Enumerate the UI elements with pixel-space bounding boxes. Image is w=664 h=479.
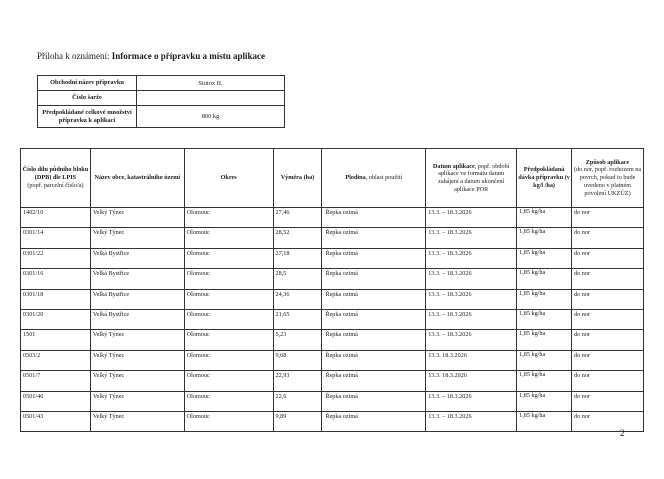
page-heading xyxy=(37,51,265,61)
table-row xyxy=(21,289,644,309)
cell-vymera: 27,18 xyxy=(273,248,322,268)
table-row xyxy=(21,208,644,228)
cell-obec: Velká Bystřice xyxy=(90,289,184,309)
batch-number-value xyxy=(137,91,285,106)
cell-dpb: 0301/20 xyxy=(21,309,91,329)
cell-plodina: Řepka ozimá xyxy=(322,269,426,289)
cell-vymera: 22,93 xyxy=(273,371,322,391)
cell-okres: Olomouc xyxy=(184,411,273,431)
application-sites-table xyxy=(20,148,644,432)
cell-zpusob: do nor xyxy=(572,228,644,248)
cell-zpusob: do nor xyxy=(572,350,644,370)
batch-number-label: Číslo šarže xyxy=(38,91,137,106)
cell-datum: 13.3. – 18.3.2026 xyxy=(426,411,517,431)
heading-prefix: Příloha k oznámení: xyxy=(37,51,112,61)
cell-dpb: 0301/16 xyxy=(21,269,91,289)
table-row xyxy=(21,391,644,411)
product-name-label: Obchodní název přípravku xyxy=(38,76,137,91)
cell-davka: 1,85 kg/ha xyxy=(517,289,572,309)
cell-davka: 1,85 kg/ha xyxy=(517,391,572,411)
cell-obec: Velký Týnec xyxy=(90,330,184,350)
cell-obec: Velký Týnec xyxy=(90,391,184,411)
cell-okres: Olomouc xyxy=(184,330,273,350)
cell-okres: Olomouc xyxy=(184,391,273,411)
cell-vymera: 9,89 xyxy=(273,411,322,431)
table-row xyxy=(21,330,644,350)
cell-plodina: Řepka ozimá xyxy=(322,228,426,248)
cell-obec: Velká Bystřice xyxy=(90,248,184,268)
total-amount-value: 800 kg xyxy=(137,106,285,128)
cell-plodina: Řepka ozimá xyxy=(322,350,426,370)
cell-zpusob: do nor xyxy=(572,248,644,268)
cell-dpb: 0501/7 xyxy=(21,371,91,391)
product-name-value: Stutox II. xyxy=(137,76,285,91)
cell-zpusob: do nor xyxy=(572,289,644,309)
table-row xyxy=(21,371,644,391)
cell-plodina: Řepka ozimá xyxy=(322,309,426,329)
cell-dpb: 0501/46 xyxy=(21,391,91,411)
heading-title: Informace o přípravku a místu aplikace xyxy=(111,51,265,61)
cell-okres: Olomouc xyxy=(184,248,273,268)
cell-davka: 1,85 kg/ha xyxy=(517,228,572,248)
cell-obec: Velký Týnec xyxy=(90,228,184,248)
cell-plodina: Řepka ozimá xyxy=(322,330,426,350)
cell-davka: 1,85 kg/ha xyxy=(517,208,572,228)
cell-obec: Velký Týnec xyxy=(90,371,184,391)
cell-plodina: Řepka ozimá xyxy=(322,391,426,411)
cell-datum: 13.3. – 18.3.2026 xyxy=(426,289,517,309)
header-vymera: Výměra (ha) xyxy=(273,149,322,208)
header-zpusob: Způsob aplikace (do nor, popř. rozhozem na povrch, pokud to bude uvedeno v platném povolení ÚKZÚZ) xyxy=(572,149,644,208)
header-datum: Datum aplikace, popř. období aplikace ve formátu datum zahájení a datum ukončení aplikace POR xyxy=(426,149,517,208)
cell-davka: 1,85 kg/ha xyxy=(517,309,572,329)
table-row xyxy=(21,411,644,431)
cell-datum: 13.3. – 18.3.2026 xyxy=(426,248,517,268)
page-number: 2 xyxy=(620,428,625,438)
total-amount-label: Předpokládané celkové množství přípravku k aplikaci xyxy=(38,106,137,128)
cell-obec: Velký Týnec xyxy=(90,350,184,370)
cell-vymera: 5,23 xyxy=(273,330,322,350)
cell-datum: 13.3. 18.3.2026 xyxy=(426,350,517,370)
cell-obec: Velký Týnec xyxy=(90,208,184,228)
cell-zpusob: do nor xyxy=(572,269,644,289)
cell-datum: 13.3. – 18.3.2026 xyxy=(426,330,517,350)
cell-okres: Olomouc xyxy=(184,269,273,289)
cell-dpb: 0301/22 xyxy=(21,248,91,268)
header-plodina: Plodina, oblast použití xyxy=(322,149,426,208)
cell-zpusob: do nor xyxy=(572,391,644,411)
cell-davka: 1,85 kg/ha xyxy=(517,269,572,289)
product-info-row xyxy=(38,76,285,91)
cell-zpusob: do nor xyxy=(572,330,644,350)
cell-plodina: Řepka ozimá xyxy=(322,411,426,431)
cell-plodina: Řepka ozimá xyxy=(322,371,426,391)
header-okres: Okres xyxy=(184,149,273,208)
cell-zpusob: do nor xyxy=(572,371,644,391)
cell-zpusob: do nor xyxy=(572,411,644,431)
cell-datum: 13.3. – 18.3.2026 xyxy=(426,309,517,329)
cell-plodina: Řepka ozimá xyxy=(322,208,426,228)
cell-vymera: 27,46 xyxy=(273,208,322,228)
cell-vymera: 28,52 xyxy=(273,228,322,248)
header-davka: Předpokládaná dávka přípravku (v kg/l /ha) xyxy=(517,149,572,208)
cell-datum: 13.3. – 18.3.2026 xyxy=(426,228,517,248)
cell-davka: 1,85 kg/ha xyxy=(517,330,572,350)
cell-davka: 1,85 kg/ha xyxy=(517,248,572,268)
cell-davka: 1,85 kg/ha xyxy=(517,371,572,391)
cell-datum: 13.3. – 18.3.2026 xyxy=(426,269,517,289)
cell-dpb: 1402/10 xyxy=(21,208,91,228)
table-row xyxy=(21,309,644,329)
table-row xyxy=(21,269,644,289)
cell-okres: Olomouc xyxy=(184,208,273,228)
cell-datum: 13.3. – 18.3.2026 xyxy=(426,208,517,228)
product-info-row xyxy=(38,91,285,106)
cell-okres: Olomouc xyxy=(184,350,273,370)
cell-vymera: 28,5 xyxy=(273,269,322,289)
cell-vymera: 24,36 xyxy=(273,289,322,309)
table-row xyxy=(21,248,644,268)
header-obec: Název obce, katastrálního území xyxy=(90,149,184,208)
header-dpb: Číslo dílu půdního bloku (DPB) dle LPIS (popř. parcelní číslo/a) xyxy=(21,149,91,208)
cell-datum: 13.3. 18.3.2026 xyxy=(426,371,517,391)
cell-datum: 13.3. – 18.3.2026 xyxy=(426,391,517,411)
cell-okres: Olomouc xyxy=(184,228,273,248)
product-info-row xyxy=(38,106,285,128)
table-header-row xyxy=(21,149,644,208)
cell-davka: 1,85 kg/ha xyxy=(517,411,572,431)
cell-dpb: 0501/43 xyxy=(21,411,91,431)
cell-okres: Olomouc xyxy=(184,309,273,329)
cell-obec: Velká Bystřice xyxy=(90,269,184,289)
cell-dpb: 0301/18 xyxy=(21,289,91,309)
cell-plodina: Řepka ozimá xyxy=(322,248,426,268)
cell-davka: 1,85 kg/ha xyxy=(517,350,572,370)
cell-okres: Olomouc xyxy=(184,289,273,309)
table-row xyxy=(21,228,644,248)
table-row xyxy=(21,350,644,370)
cell-zpusob: do nor xyxy=(572,309,644,329)
product-info-table xyxy=(37,75,285,128)
cell-vymera: 21,65 xyxy=(273,309,322,329)
cell-obec: Velká Bystřice xyxy=(90,309,184,329)
cell-dpb: 0301/14 xyxy=(21,228,91,248)
cell-zpusob: do nor xyxy=(572,208,644,228)
cell-obec: Velký Týnec xyxy=(90,411,184,431)
cell-dpb: 1501 xyxy=(21,330,91,350)
cell-vymera: 9,68 xyxy=(273,350,322,370)
cell-dpb: 0503/2 xyxy=(21,350,91,370)
cell-vymera: 22,6 xyxy=(273,391,322,411)
cell-okres: Olomouc xyxy=(184,371,273,391)
cell-plodina: Řepka ozimá xyxy=(322,289,426,309)
